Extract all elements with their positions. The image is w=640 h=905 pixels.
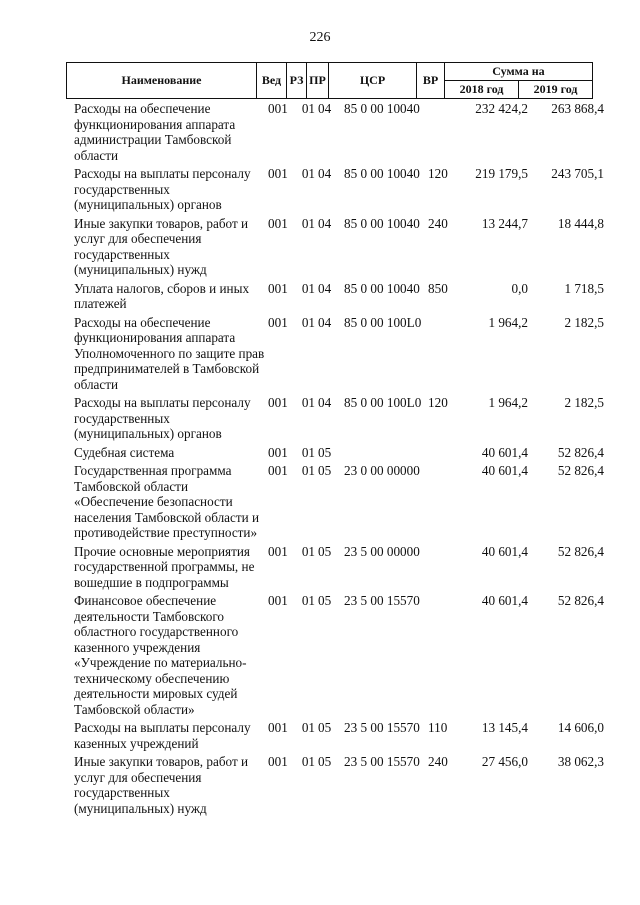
row-ved: 001	[268, 593, 288, 608]
row-sum-2019: 2 182,5	[564, 395, 604, 410]
row-sum-2019: 243 705,1	[551, 166, 604, 181]
row-sum-2018: 40 601,4	[481, 444, 528, 460]
header-pr: ПР	[307, 63, 329, 99]
row-sum-2019: 52 826,4	[557, 444, 604, 460]
row-pr: 05	[318, 720, 332, 735]
row-sum-2018: 232 424,2	[475, 101, 528, 116]
header-year-2019: 2019 год	[519, 81, 593, 99]
row-name: Расходы на обеспечение функционирования аппарата Уполномоченного по защите прав предпринимателей в Тамбовской области	[74, 314, 265, 392]
row-vr	[428, 463, 458, 544]
table-row	[74, 166, 604, 216]
header-sum: Сумма на	[445, 63, 593, 81]
row-ved: 001	[268, 280, 288, 296]
row-sum-2019: 2 182,5	[564, 314, 604, 330]
row-ved: 001	[268, 444, 288, 460]
row-sum-2018: 1 964,2	[488, 395, 528, 410]
row-rz: 01	[301, 444, 315, 460]
header-ved: Вед	[257, 63, 287, 99]
row-pr: 04	[318, 280, 332, 296]
row-pr: 04	[318, 166, 332, 181]
header-name: Наименование	[67, 63, 257, 99]
row-rz: 01	[301, 463, 315, 478]
row-csr: 85 0 00 10040	[344, 166, 420, 181]
table-row	[74, 315, 604, 396]
row-name: Судебная система	[74, 444, 175, 460]
row-pr: 05	[318, 463, 332, 478]
row-sum-2018: 40 601,4	[481, 593, 528, 608]
row-vr	[428, 593, 458, 720]
table-row	[74, 216, 604, 281]
row-pr: 04	[318, 314, 332, 330]
row-rz: 01	[301, 280, 315, 296]
row-rz: 01	[301, 720, 315, 735]
header-rz: РЗ	[287, 63, 307, 99]
row-sum-2019: 1 718,5	[564, 280, 604, 296]
row-name: Иные закупки товаров, работ и услуг для обеспечения государственных (муниципальных) нужд	[74, 754, 249, 816]
row-sum-2018: 0,0	[511, 280, 528, 296]
table-row	[74, 101, 604, 166]
header-vr: ВР	[417, 63, 445, 99]
row-vr: 120	[428, 166, 448, 181]
table-row	[74, 445, 604, 464]
table-row	[74, 544, 604, 594]
row-name: Государственная программа Тамбовской области «Обеспечение безопасности населения Тамбовской области и противодействие преступности»	[74, 463, 260, 540]
budget-table	[74, 101, 604, 819]
row-rz: 01	[301, 754, 315, 769]
page-number: 226	[309, 30, 331, 45]
header-year-2018: 2018 год	[445, 81, 519, 99]
row-ved: 001	[268, 101, 288, 116]
row-sum-2018: 219 179,5	[475, 166, 528, 181]
row-csr: 85 0 00 100L0	[344, 395, 422, 410]
row-rz: 01	[301, 543, 315, 559]
row-name: Прочие основные мероприятия государственной программы, не вошедшие в подпрограммы	[74, 543, 255, 590]
header-csr: ЦСР	[329, 63, 417, 99]
row-name: Расходы на выплаты персоналу казенных учреждений	[74, 720, 251, 751]
row-vr	[428, 544, 458, 594]
table-row	[74, 463, 604, 544]
row-pr: 04	[318, 215, 332, 231]
row-csr: 85 0 00 100L0	[344, 314, 422, 330]
row-vr: 110	[428, 720, 448, 735]
row-ved: 001	[268, 754, 288, 769]
row-sum-2018: 40 601,4	[481, 463, 528, 478]
row-sum-2019: 263 868,4	[551, 101, 604, 116]
row-name: Расходы на обеспечение функционирования аппарата администрации Тамбовской области	[74, 101, 236, 163]
row-name: Уплата налогов, сборов и иных платежей	[74, 280, 250, 311]
row-pr: 04	[318, 101, 332, 116]
row-vr: 240	[428, 754, 448, 769]
row-csr: 23 5 00 15570	[344, 720, 420, 735]
row-sum-2019: 52 826,4	[557, 593, 604, 608]
row-pr: 04	[318, 395, 332, 410]
row-pr: 05	[318, 593, 332, 608]
row-rz: 01	[301, 395, 315, 410]
row-vr: 120	[428, 395, 448, 410]
row-csr: 85 0 00 10040	[344, 101, 420, 116]
table-row	[74, 754, 604, 819]
row-rz: 01	[301, 593, 315, 608]
row-rz: 01	[301, 101, 315, 116]
row-sum-2018: 13 145,4	[481, 720, 528, 735]
row-sum-2019: 52 826,4	[557, 543, 604, 559]
row-name: Расходы на выплаты персоналу государственных (муниципальных) органов	[74, 166, 251, 212]
row-ved: 001	[268, 395, 288, 410]
table-row	[74, 281, 604, 315]
row-sum-2019: 52 826,4	[557, 463, 604, 478]
row-ved: 001	[268, 314, 288, 330]
row-csr: 85 0 00 10040	[344, 215, 420, 231]
table-row	[74, 593, 604, 720]
row-pr: 05	[318, 543, 332, 559]
row-ved: 001	[268, 543, 288, 559]
row-rz: 01	[301, 314, 315, 330]
row-sum-2018: 40 601,4	[481, 543, 528, 559]
row-name: Финансовое обеспечение деятельности Тамбовского областного государственного казенного учреждения «Учреждение по материально-техническому обеспечению деятельности мировых судей Тамбовской области»	[74, 593, 247, 717]
row-vr	[428, 445, 458, 464]
row-vr	[428, 315, 458, 396]
row-name: Расходы на выплаты персоналу государственных (муниципальных) органов	[74, 395, 251, 441]
row-pr: 05	[318, 754, 332, 769]
row-vr: 850	[428, 280, 448, 296]
row-ved: 001	[268, 215, 288, 231]
row-csr: 23 0 00 00000	[344, 463, 420, 478]
row-csr: 23 5 00 15570	[344, 754, 420, 769]
table-row	[74, 720, 604, 754]
row-csr: 23 5 00 00000	[344, 543, 420, 559]
row-sum-2018: 1 964,2	[488, 314, 528, 330]
row-rz: 01	[301, 215, 315, 231]
row-name: Иные закупки товаров, работ и услуг для обеспечения государственных (муниципальных) нужд	[74, 215, 249, 277]
row-ved: 001	[268, 720, 288, 735]
row-pr: 05	[318, 444, 332, 460]
row-sum-2018: 13 244,7	[481, 215, 528, 231]
row-rz: 01	[301, 166, 315, 181]
row-csr: 23 5 00 15570	[344, 593, 420, 608]
row-vr: 240	[428, 215, 448, 231]
row-sum-2019: 38 062,3	[557, 754, 604, 769]
row-csr: 85 0 00 10040	[344, 280, 420, 296]
row-sum-2018: 27 456,0	[481, 754, 528, 769]
table-row	[74, 395, 604, 445]
row-csr	[344, 445, 428, 464]
row-vr	[428, 101, 458, 166]
row-sum-2019: 14 606,0	[557, 720, 604, 735]
table-header	[66, 62, 593, 99]
row-ved: 001	[268, 463, 288, 478]
row-ved: 001	[268, 166, 288, 181]
row-sum-2019: 18 444,8	[557, 215, 604, 231]
